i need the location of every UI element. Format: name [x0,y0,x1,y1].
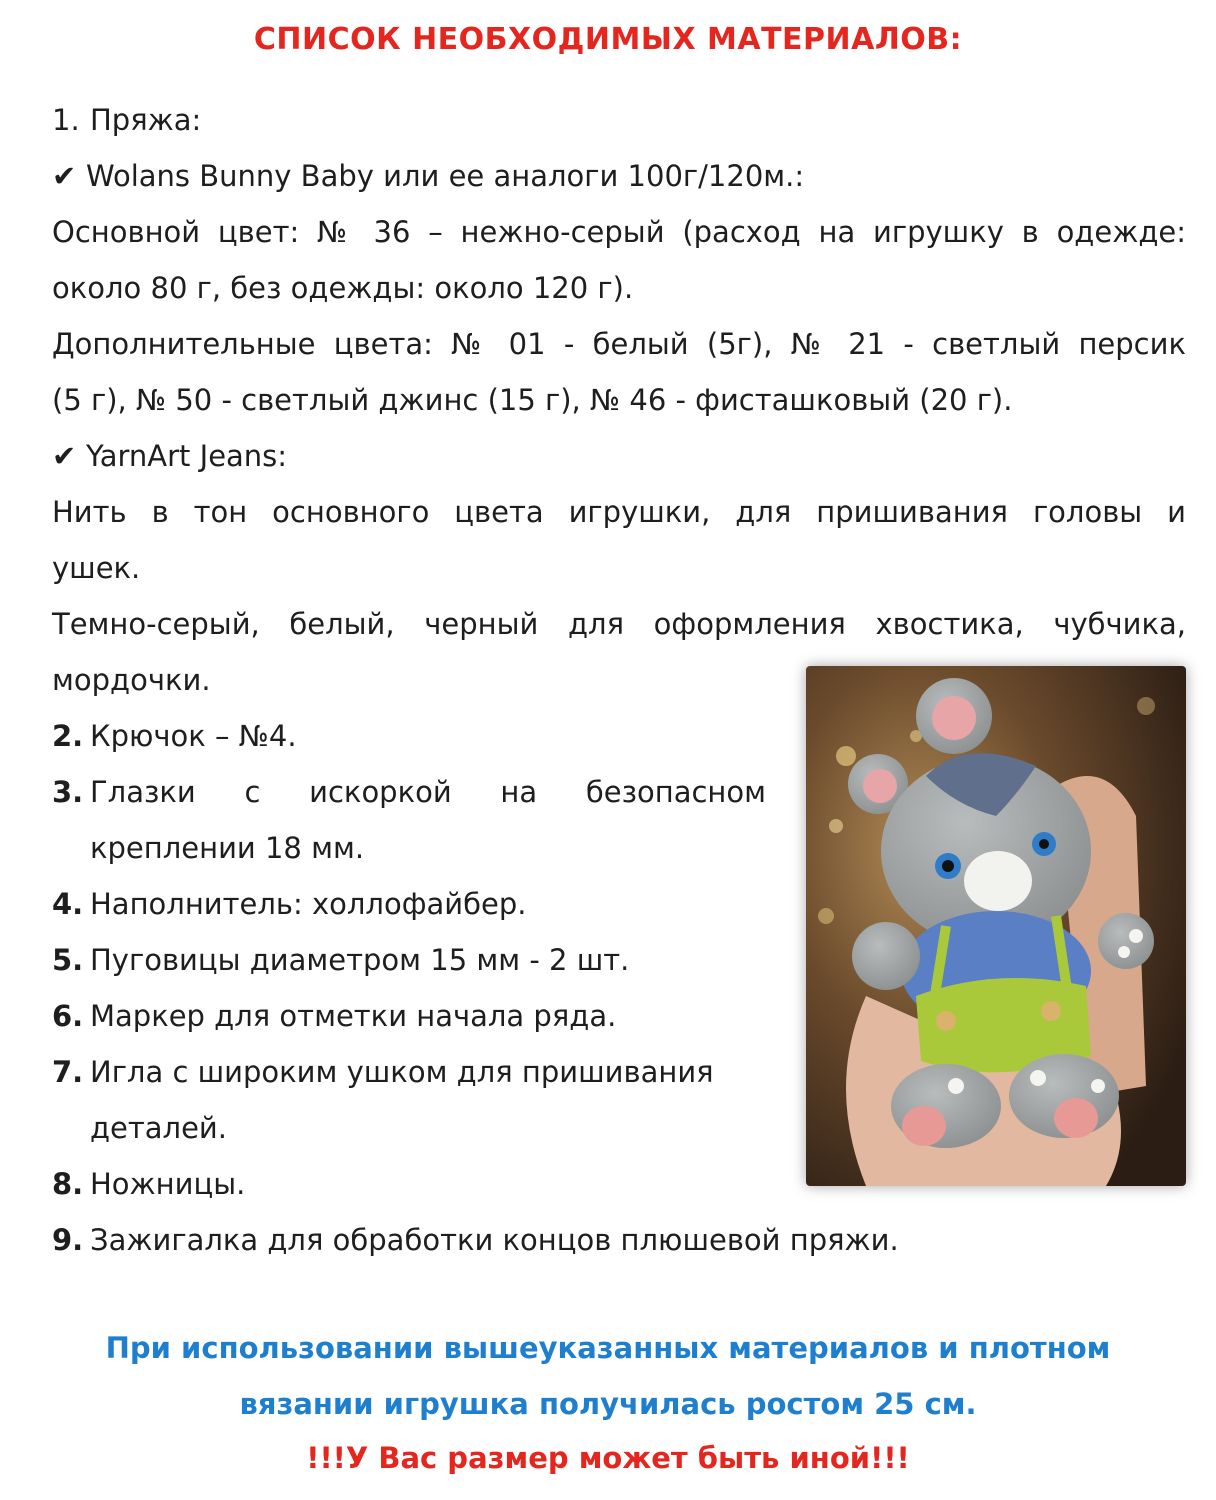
yarn-brand-1 [52,148,804,204]
list-item [52,988,616,1044]
extra-colors-line-1: Дополнительные цвета: № 01 - белый (5г), № 21 - светлый персик [52,327,1186,361]
yarn-brand-1-text: Wolans Bunny Baby или ее аналоги 100г/120м.: [86,159,805,193]
note-line-2: вязании игрушка получилась ростом 25 см. [239,1387,977,1421]
note-line-1: При использовании вышеуказанных материалов и плотном [105,1331,1111,1365]
yarn-brand-2-text: YarnArt Jeans: [86,439,288,473]
list-item [52,932,629,988]
item-number: 2. [52,719,84,753]
size-warning: !!!У Вас размер может быть иной!!! [306,1441,910,1475]
list-item [52,1156,245,1212]
extra-colors-line-2: (5 г), № 50 - светлый джинс (15 г), № 46 - фисташковый (20 г). [52,383,1013,417]
list-item [52,1044,714,1100]
item-text: Ножницы. [90,1167,246,1201]
item-text: Игла с широким ушком для пришивания [90,1055,714,1089]
item-text-line-2: деталей. [90,1111,227,1145]
checkmark-icon: ✔ [52,439,77,473]
item-number: 8. [52,1167,84,1201]
item-text: Зажигалка для обработки концов плюшевой пряжи. [90,1223,899,1257]
checkmark-icon: ✔ [52,159,77,193]
item-number: 7. [52,1055,84,1089]
yarn-brand-2 [52,428,287,484]
item-text: Пуговицы диаметром 15 мм - 2 шт. [90,943,630,977]
list-item [52,1212,899,1268]
main-color-line-1: Основной цвет: № 36 – нежно-серый (расход на игрушку в одежде: [52,215,1186,249]
item-number: 1. [52,103,80,137]
list-item [52,708,297,764]
item-number: 5. [52,943,84,977]
list-item-yarn [52,92,201,148]
toy-photo [806,666,1186,1186]
item-text: Крючок – №4. [90,719,297,753]
list-item [52,876,526,932]
item-text-line-2: креплении 18 мм. [90,831,365,865]
item-text: Маркер для отметки начала ряда. [90,999,617,1033]
dark-colors-line-2: мордочки. [52,663,211,697]
item-label: Пряжа: [90,103,202,137]
item-number: 4. [52,887,84,921]
dark-colors-line-1: Темно-серый, белый, черный для оформления хвостика, чубчика, [52,607,1186,641]
item-text-line-1: Глазки с искоркой на безопасном [90,775,766,809]
item-number: 9. [52,1223,84,1257]
thread-line-1: Нить в тон основного цвета игрушки, для пришивания головы и [52,495,1186,529]
item-number: 3. [52,775,84,809]
item-number: 6. [52,999,84,1033]
item-text: Наполнитель: холлофайбер. [90,887,527,921]
main-color-line-2: около 80 г, без одежды: около 120 г). [52,271,634,305]
page-title: СПИСОК НЕОБХОДИМЫХ МАТЕРИАЛОВ: [253,22,963,57]
list-item [52,764,90,820]
thread-line-2: ушек. [52,551,141,585]
